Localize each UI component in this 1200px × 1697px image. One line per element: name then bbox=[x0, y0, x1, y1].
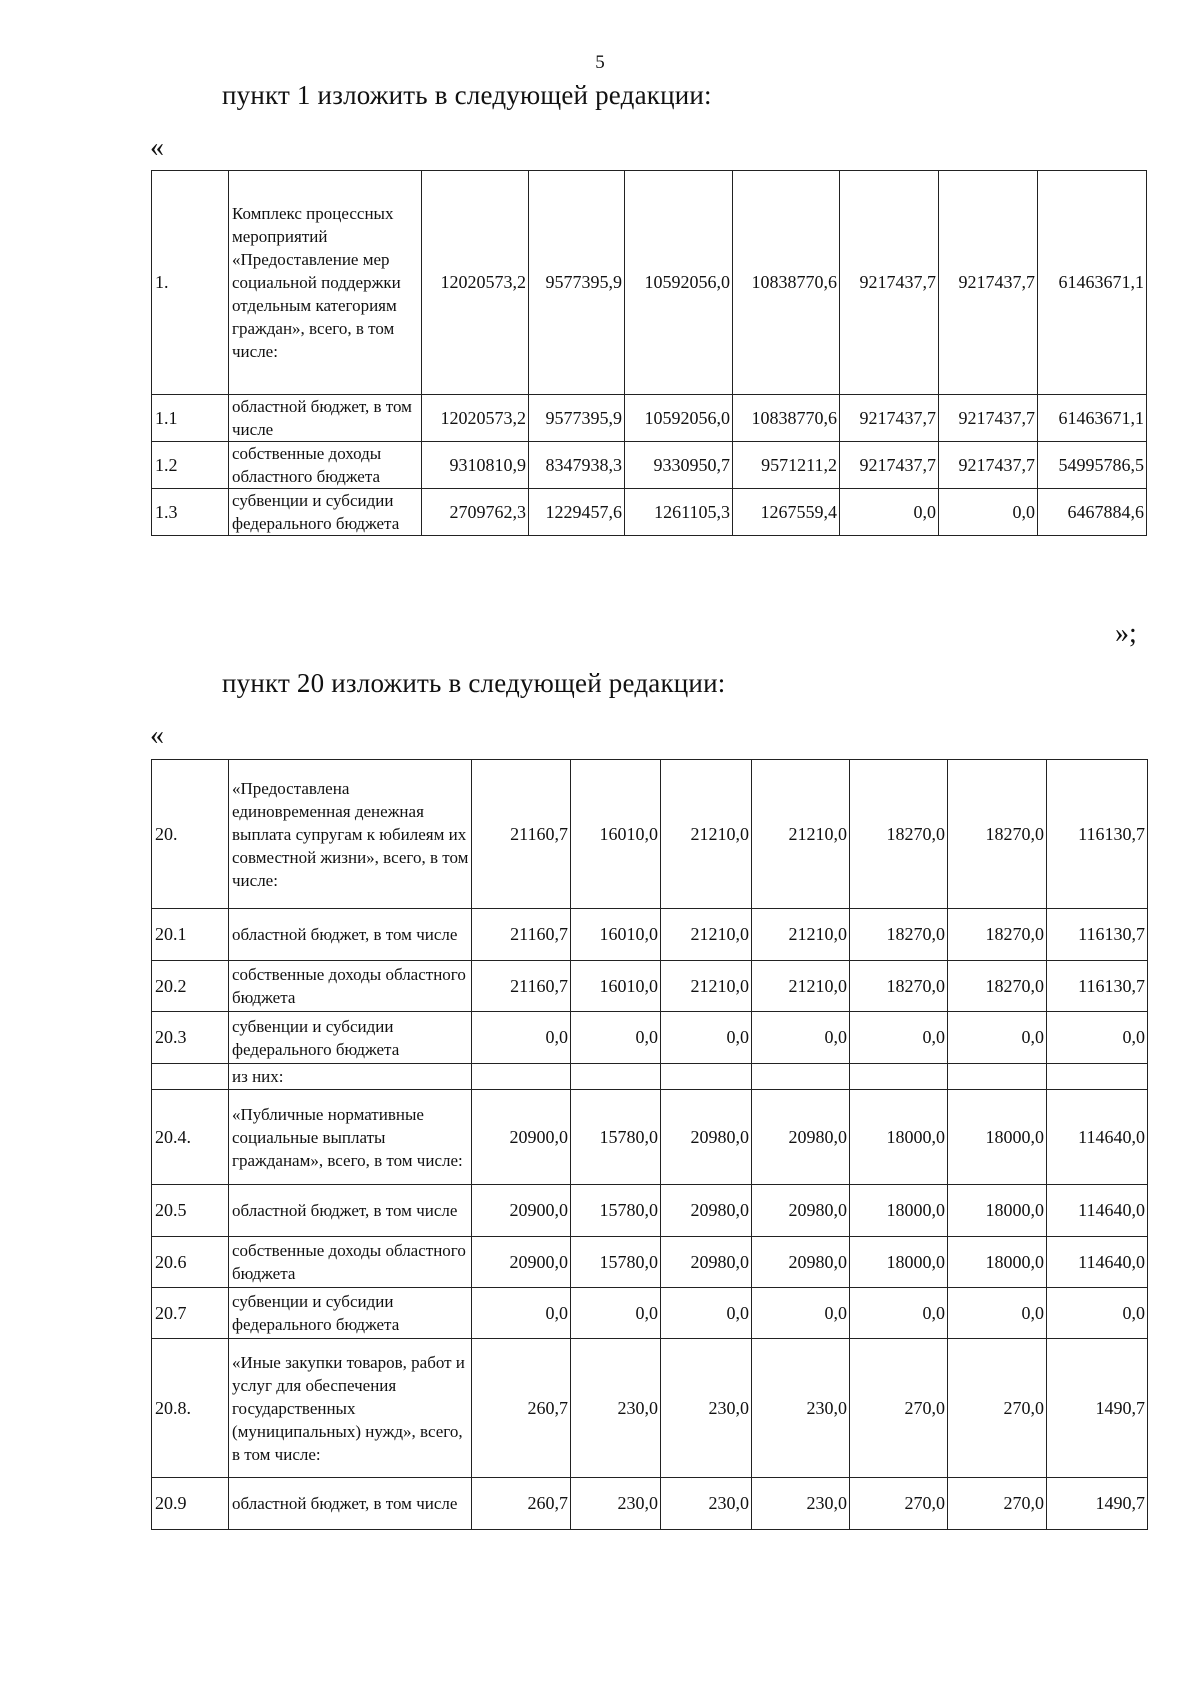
value-cell: 12020573,2 bbox=[422, 395, 529, 442]
row-description: областной бюджет, в том числе bbox=[229, 1185, 472, 1237]
row-number: 20.5 bbox=[152, 1185, 229, 1237]
section1-close-quote: »; bbox=[1115, 618, 1137, 649]
value-cell: 116130,7 bbox=[1047, 961, 1148, 1012]
row-description: «Публичные нормативные социальные выплаты гражданам», всего, в том числе: bbox=[229, 1090, 472, 1185]
row-description: областной бюджет, в том числе bbox=[229, 395, 422, 442]
value-cell bbox=[752, 1064, 850, 1090]
value-cell: 9217437,7 bbox=[939, 442, 1038, 489]
value-cell: 10592056,0 bbox=[625, 395, 733, 442]
value-cell: 9217437,7 bbox=[939, 171, 1038, 395]
row-number: 20.7 bbox=[152, 1288, 229, 1339]
value-cell: 16010,0 bbox=[571, 961, 661, 1012]
row-description: субвенции и субсидии федерального бюджета bbox=[229, 1012, 472, 1064]
row-number: 1. bbox=[152, 171, 229, 395]
value-cell: 9571211,2 bbox=[733, 442, 840, 489]
row-number: 20.6 bbox=[152, 1237, 229, 1288]
value-cell bbox=[571, 1064, 661, 1090]
value-cell: 8347938,3 bbox=[529, 442, 625, 489]
section2-heading: пункт 20 изложить в следующей редакции: bbox=[222, 668, 726, 698]
table-row bbox=[152, 1339, 1148, 1478]
value-cell: 10592056,0 bbox=[625, 171, 733, 395]
value-cell: 9577395,9 bbox=[529, 171, 625, 395]
value-cell: 9310810,9 bbox=[422, 442, 529, 489]
table-row bbox=[152, 760, 1148, 909]
value-cell: 10838770,6 bbox=[733, 395, 840, 442]
value-cell: 18270,0 bbox=[850, 961, 948, 1012]
value-cell: 9217437,7 bbox=[840, 171, 939, 395]
row-description: собственные доходы областного бюджета bbox=[229, 1237, 472, 1288]
value-cell: 9217437,7 bbox=[840, 395, 939, 442]
value-cell: 0,0 bbox=[1047, 1288, 1148, 1339]
value-cell: 15780,0 bbox=[571, 1237, 661, 1288]
value-cell: 0,0 bbox=[472, 1012, 571, 1064]
page-number: 5 bbox=[595, 52, 605, 73]
value-cell: 114640,0 bbox=[1047, 1237, 1148, 1288]
value-cell: 116130,7 bbox=[1047, 909, 1148, 961]
row-description: «Иные закупки товаров, работ и услуг для обеспечения государственных (муниципальных) нужд», всего, в том числе: bbox=[229, 1339, 472, 1478]
value-cell: 1229457,6 bbox=[529, 489, 625, 536]
row-number: 20.2 bbox=[152, 961, 229, 1012]
table-row bbox=[152, 909, 1148, 961]
value-cell: 270,0 bbox=[948, 1478, 1047, 1530]
value-cell: 260,7 bbox=[472, 1339, 571, 1478]
value-cell: 0,0 bbox=[752, 1012, 850, 1064]
value-cell bbox=[948, 1064, 1047, 1090]
value-cell: 9217437,7 bbox=[840, 442, 939, 489]
value-cell: 16010,0 bbox=[571, 909, 661, 961]
value-cell: 20980,0 bbox=[661, 1090, 752, 1185]
value-cell: 18270,0 bbox=[948, 909, 1047, 961]
table-row bbox=[152, 1237, 1148, 1288]
value-cell: 18270,0 bbox=[948, 760, 1047, 909]
value-cell: 20980,0 bbox=[752, 1185, 850, 1237]
value-cell: 18270,0 bbox=[850, 909, 948, 961]
value-cell: 18000,0 bbox=[948, 1185, 1047, 1237]
value-cell bbox=[472, 1064, 571, 1090]
value-cell: 54995786,5 bbox=[1038, 442, 1147, 489]
value-cell bbox=[1047, 1064, 1148, 1090]
section1-heading: пункт 1 изложить в следующей редакции: bbox=[222, 80, 712, 110]
value-cell: 20980,0 bbox=[661, 1185, 752, 1237]
value-cell: 18000,0 bbox=[850, 1090, 948, 1185]
value-cell: 21210,0 bbox=[661, 909, 752, 961]
value-cell: 230,0 bbox=[571, 1478, 661, 1530]
value-cell: 20980,0 bbox=[752, 1090, 850, 1185]
row-description: Комплекс процессных мероприятий «Предоставление мер социальной поддержки отдельным категориям граждан», всего, в том числе: bbox=[229, 171, 422, 395]
value-cell: 20900,0 bbox=[472, 1237, 571, 1288]
row-number: 20.9 bbox=[152, 1478, 229, 1530]
row-description: областной бюджет, в том числе bbox=[229, 1478, 472, 1530]
value-cell: 0,0 bbox=[840, 489, 939, 536]
value-cell: 18270,0 bbox=[948, 961, 1047, 1012]
value-cell: 9217437,7 bbox=[939, 395, 1038, 442]
value-cell: 0,0 bbox=[939, 489, 1038, 536]
value-cell: 20900,0 bbox=[472, 1185, 571, 1237]
section2-open-quote: « bbox=[150, 720, 164, 751]
table-row bbox=[152, 442, 1147, 489]
value-cell: 18000,0 bbox=[948, 1237, 1047, 1288]
value-cell: 16010,0 bbox=[571, 760, 661, 909]
row-number: 20. bbox=[152, 760, 229, 909]
value-cell: 9330950,7 bbox=[625, 442, 733, 489]
value-cell: 15780,0 bbox=[571, 1090, 661, 1185]
value-cell: 0,0 bbox=[850, 1012, 948, 1064]
value-cell: 0,0 bbox=[661, 1288, 752, 1339]
value-cell: 61463671,1 bbox=[1038, 171, 1147, 395]
value-cell: 230,0 bbox=[571, 1339, 661, 1478]
value-cell: 21210,0 bbox=[661, 760, 752, 909]
value-cell: 270,0 bbox=[948, 1339, 1047, 1478]
row-number: 1.2 bbox=[152, 442, 229, 489]
value-cell: 230,0 bbox=[661, 1339, 752, 1478]
value-cell: 21210,0 bbox=[752, 760, 850, 909]
value-cell: 230,0 bbox=[752, 1339, 850, 1478]
table-row bbox=[152, 171, 1147, 395]
table-row bbox=[152, 1012, 1148, 1064]
row-number: 20.3 bbox=[152, 1012, 229, 1064]
row-description: субвенции и субсидии федерального бюджета bbox=[229, 489, 422, 536]
value-cell: 12020573,2 bbox=[422, 171, 529, 395]
value-cell: 21210,0 bbox=[752, 961, 850, 1012]
table-row bbox=[152, 489, 1147, 536]
section1-table bbox=[151, 170, 1147, 536]
table-row bbox=[152, 1288, 1148, 1339]
row-number: 20.1 bbox=[152, 909, 229, 961]
section1-open-quote: « bbox=[150, 132, 164, 163]
table-row bbox=[152, 1478, 1148, 1530]
value-cell: 114640,0 bbox=[1047, 1185, 1148, 1237]
value-cell: 18000,0 bbox=[850, 1185, 948, 1237]
value-cell: 1490,7 bbox=[1047, 1478, 1148, 1530]
value-cell: 270,0 bbox=[850, 1339, 948, 1478]
value-cell: 21210,0 bbox=[752, 909, 850, 961]
table-row bbox=[152, 961, 1148, 1012]
value-cell: 9577395,9 bbox=[529, 395, 625, 442]
value-cell: 21210,0 bbox=[661, 961, 752, 1012]
value-cell: 15780,0 bbox=[571, 1185, 661, 1237]
value-cell: 18270,0 bbox=[850, 760, 948, 909]
value-cell bbox=[850, 1064, 948, 1090]
value-cell: 114640,0 bbox=[1047, 1090, 1148, 1185]
value-cell: 61463671,1 bbox=[1038, 395, 1147, 442]
row-description: собственные доходы областного бюджета bbox=[229, 442, 422, 489]
value-cell: 260,7 bbox=[472, 1478, 571, 1530]
value-cell: 0,0 bbox=[948, 1288, 1047, 1339]
row-number: 20.8. bbox=[152, 1339, 229, 1478]
value-cell: 230,0 bbox=[752, 1478, 850, 1530]
value-cell: 20980,0 bbox=[752, 1237, 850, 1288]
value-cell: 18000,0 bbox=[948, 1090, 1047, 1185]
table-row bbox=[152, 1185, 1148, 1237]
value-cell: 0,0 bbox=[472, 1288, 571, 1339]
table-row bbox=[152, 395, 1147, 442]
value-cell: 21160,7 bbox=[472, 961, 571, 1012]
value-cell: 20900,0 bbox=[472, 1090, 571, 1185]
value-cell: 1490,7 bbox=[1047, 1339, 1148, 1478]
value-cell: 0,0 bbox=[661, 1012, 752, 1064]
row-description: из них: bbox=[229, 1064, 472, 1090]
value-cell: 270,0 bbox=[850, 1478, 948, 1530]
section2-table bbox=[151, 759, 1148, 1530]
row-description: субвенции и субсидии федерального бюджета bbox=[229, 1288, 472, 1339]
value-cell: 0,0 bbox=[1047, 1012, 1148, 1064]
row-description: собственные доходы областного бюджета bbox=[229, 961, 472, 1012]
value-cell: 18000,0 bbox=[850, 1237, 948, 1288]
row-number: 1.3 bbox=[152, 489, 229, 536]
value-cell: 6467884,6 bbox=[1038, 489, 1147, 536]
value-cell: 10838770,6 bbox=[733, 171, 840, 395]
value-cell: 1261105,3 bbox=[625, 489, 733, 536]
row-number: 1.1 bbox=[152, 395, 229, 442]
row-description: «Предоставлена единовременная денежная выплата супругам к юбилеям их совместной жизни», всего, в том числе: bbox=[229, 760, 472, 909]
value-cell: 0,0 bbox=[948, 1012, 1047, 1064]
value-cell: 2709762,3 bbox=[422, 489, 529, 536]
table-row bbox=[152, 1064, 1148, 1090]
value-cell: 0,0 bbox=[571, 1012, 661, 1064]
row-description: областной бюджет, в том числе bbox=[229, 909, 472, 961]
value-cell: 1267559,4 bbox=[733, 489, 840, 536]
value-cell: 21160,7 bbox=[472, 909, 571, 961]
value-cell: 230,0 bbox=[661, 1478, 752, 1530]
row-number: 20.4. bbox=[152, 1090, 229, 1185]
value-cell: 0,0 bbox=[571, 1288, 661, 1339]
value-cell bbox=[661, 1064, 752, 1090]
value-cell: 0,0 bbox=[752, 1288, 850, 1339]
table-row bbox=[152, 1090, 1148, 1185]
value-cell: 21160,7 bbox=[472, 760, 571, 909]
value-cell: 116130,7 bbox=[1047, 760, 1148, 909]
value-cell: 0,0 bbox=[850, 1288, 948, 1339]
value-cell: 20980,0 bbox=[661, 1237, 752, 1288]
row-number bbox=[152, 1064, 229, 1090]
